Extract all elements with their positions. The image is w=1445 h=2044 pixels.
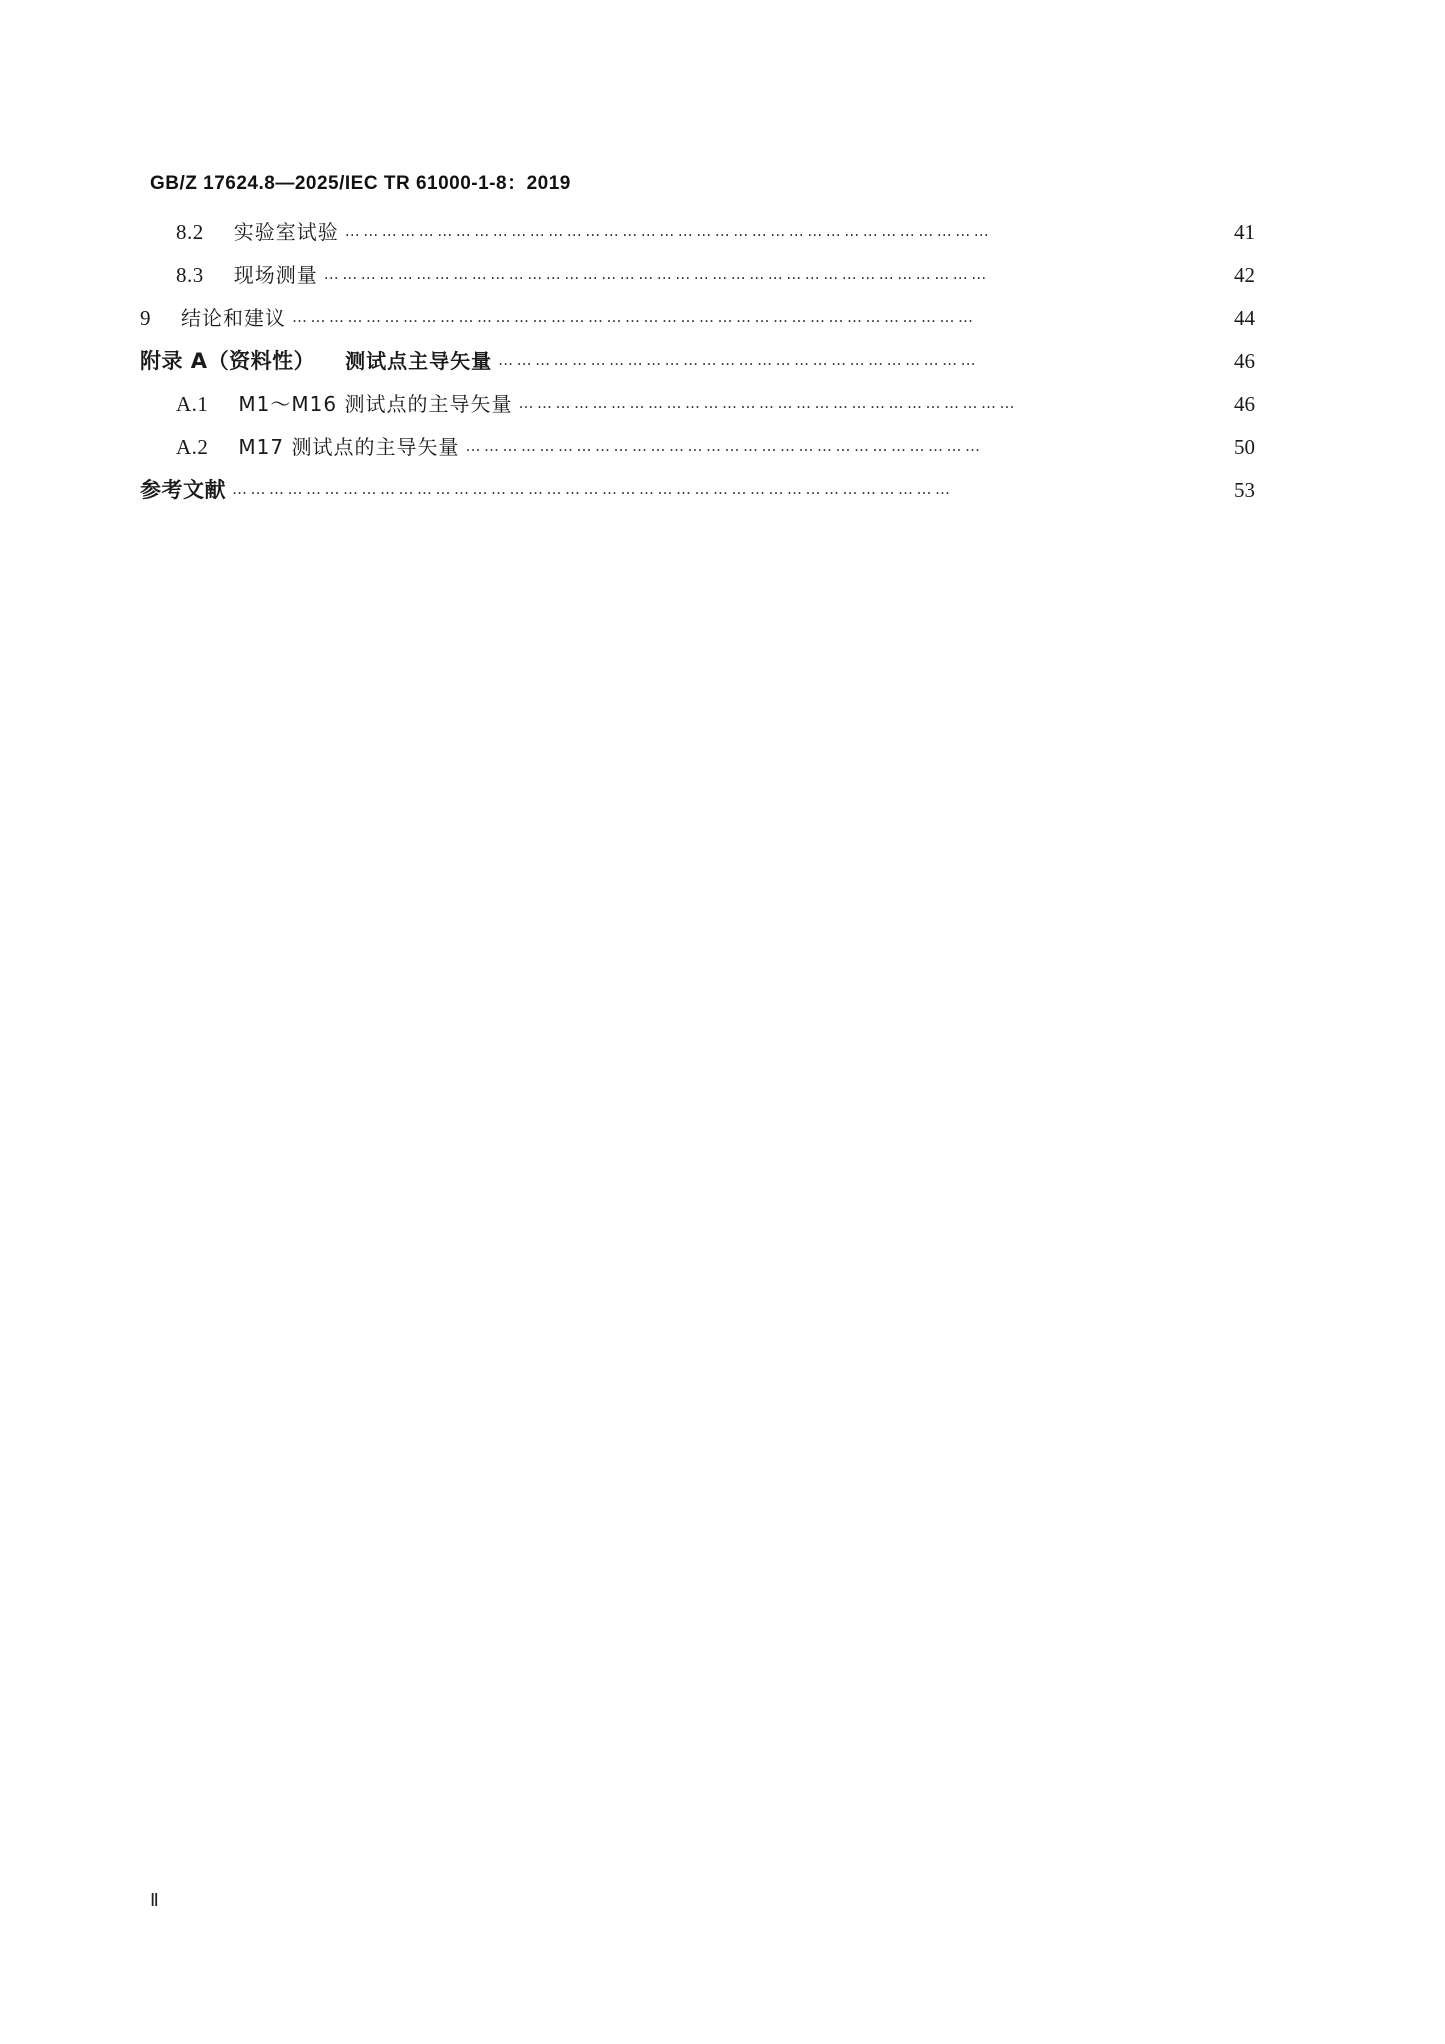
toc-entry-title: 实验室试验 <box>233 220 339 244</box>
toc-entry-number: 8.2 <box>176 220 204 244</box>
toc-entry[interactable] <box>140 437 1255 458</box>
toc-entry-page: 44 <box>1234 306 1255 330</box>
toc-entry-number: A.2 <box>176 435 209 459</box>
toc-leader-dots: ………………………………………………………………………… <box>465 439 984 454</box>
toc-leader-dots: …………………………………………………………………… <box>498 353 980 368</box>
toc-entry-title: 现场测量 <box>233 263 318 287</box>
toc-entry-page: 42 <box>1234 263 1255 287</box>
toc-entry[interactable] <box>140 222 1255 243</box>
toc-leader-dots: ………………………………………………………………………………………………… <box>292 310 977 325</box>
toc-entry[interactable] <box>140 308 1255 329</box>
toc-entry-number: 8.3 <box>176 263 204 287</box>
toc-leader-dots: …………………………………………………………………………………………… <box>344 224 993 239</box>
page-header: GB/Z 17624.8—2025/IEC TR 61000-1-8：2019 <box>150 173 571 194</box>
toc-entry-title: M17 测试点的主导矢量 <box>238 435 460 459</box>
toc-entry-number: 附录 A（资料性） <box>140 349 316 373</box>
toc-entry-page: 46 <box>1234 392 1255 416</box>
toc-entry-number: 参考文献 <box>140 478 226 502</box>
toc-entry-title: 测试点主导矢量 <box>345 349 493 373</box>
toc-entry-page: 53 <box>1234 478 1255 502</box>
toc-entry-page: 46 <box>1234 349 1255 373</box>
toc-entry[interactable] <box>140 265 1255 286</box>
toc-entry-page: 50 <box>1234 435 1255 459</box>
toc-entry-title: 结论和建议 <box>181 306 286 330</box>
toc-entry-number: 9 <box>140 306 151 330</box>
toc-leader-dots: ……………………………………………………………………… <box>518 396 1018 411</box>
toc-entry-title: M1～M16 测试点的主导矢量 <box>238 392 513 416</box>
toc-entry[interactable] <box>140 351 1255 372</box>
page-number: Ⅱ <box>150 1890 159 1910</box>
toc-entry-page: 41 <box>1234 220 1255 244</box>
toc-entry[interactable] <box>140 480 1255 501</box>
table-of-contents <box>140 222 1255 523</box>
toc-entry-number: A.1 <box>176 392 209 416</box>
toc-entry[interactable] <box>140 394 1255 415</box>
toc-leader-dots: ……………………………………………………………………………………………………… <box>232 482 954 497</box>
toc-leader-dots: ……………………………………………………………………………………………… <box>323 267 990 282</box>
